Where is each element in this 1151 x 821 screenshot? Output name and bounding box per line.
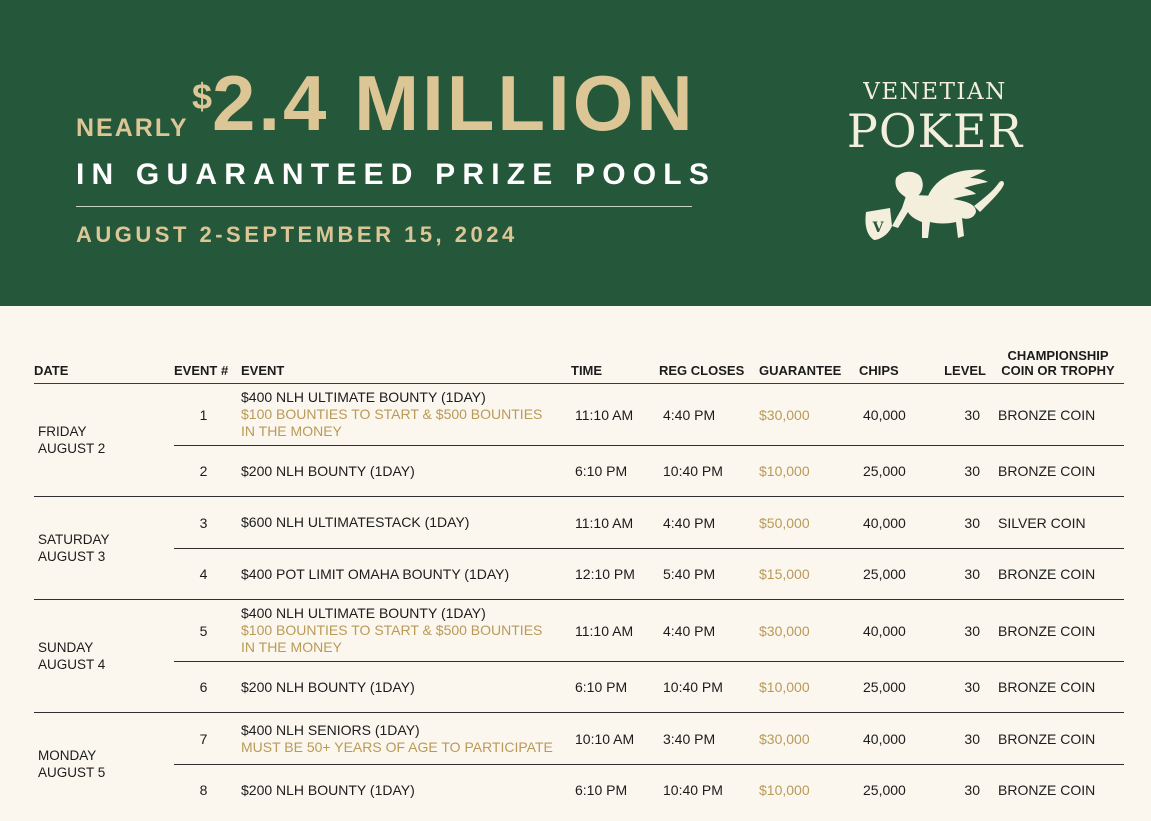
- event-number: 6: [174, 662, 241, 713]
- event-guarantee: $10,000: [759, 446, 859, 497]
- event-guarantee: $30,000: [759, 384, 859, 446]
- header-level: LEVEL: [937, 348, 992, 384]
- event-level: 30: [937, 549, 992, 600]
- event-time: 6:10 PM: [571, 662, 659, 713]
- event-coin: BRONZE COIN: [992, 446, 1124, 497]
- event-time: 11:10 AM: [571, 384, 659, 446]
- event-coin: BRONZE COIN: [992, 662, 1124, 713]
- event-chips: 25,000: [859, 446, 937, 497]
- day-date: AUGUST 2: [38, 441, 106, 456]
- event-chips: 40,000: [859, 600, 937, 662]
- tournament-schedule-table: [34, 348, 1124, 816]
- event-level: 30: [937, 384, 992, 446]
- event-chips: 25,000: [863, 782, 906, 799]
- event-guarantee: $10,000: [759, 662, 859, 713]
- day-name: SATURDAY: [38, 532, 110, 547]
- event-reg-closes: 5:40 PM: [659, 549, 759, 600]
- event-time: 10:10 AM: [571, 713, 659, 765]
- event-time: 12:10 PM: [571, 549, 659, 600]
- day-cell: [34, 384, 174, 497]
- event-level: 30: [937, 662, 992, 713]
- event-coin: SILVER COIN: [992, 497, 1124, 549]
- event-note: IN THE MONEY: [241, 639, 342, 655]
- header-coin-line1: CHAMPIONSHIP: [1007, 348, 1109, 363]
- event-guarantee: $50,000: [759, 497, 859, 549]
- logo-shield-initial: V: [872, 220, 884, 236]
- event-guarantee: $10,000: [759, 782, 810, 799]
- event-number: 3: [174, 497, 241, 549]
- event-note: $100 BOUNTIES TO START & $500 BOUNTIES: [241, 622, 543, 638]
- header-reg-closes: REG CLOSES: [659, 348, 759, 384]
- event-time: 6:10 PM: [575, 782, 628, 799]
- event-coin: BRONZE COIN: [998, 782, 1096, 799]
- event-guarantee: $30,000: [759, 600, 859, 662]
- event-name-cell: [241, 713, 571, 765]
- event-number: 7: [174, 713, 241, 765]
- venetian-poker-logo: [830, 78, 1040, 248]
- table-row: [34, 497, 1124, 549]
- event-chips: 25,000: [859, 662, 937, 713]
- header-event-num: EVENT #: [174, 348, 241, 384]
- logo-main-text: POKER: [846, 104, 1024, 158]
- hero-subtitle: IN GUARANTEED PRIZE POOLS: [76, 158, 717, 191]
- event-name-cell: [241, 384, 571, 446]
- table-row: [34, 662, 1124, 713]
- event-reg-closes: 4:40 PM: [659, 600, 759, 662]
- event-reg-closes: 4:40 PM: [659, 384, 759, 446]
- header-chips: CHIPS: [859, 348, 937, 384]
- event-coin: BRONZE COIN: [992, 384, 1124, 446]
- hero-prefix: NEARLY: [76, 114, 189, 142]
- event-coin: BRONZE COIN: [992, 713, 1124, 765]
- event-name: $400 NLH SENIORS (1DAY): [241, 721, 420, 738]
- event-chips: 40,000: [859, 384, 937, 446]
- event-level: 30: [937, 600, 992, 662]
- event-name: $600 NLH ULTIMATESTACK (1DAY): [241, 497, 571, 549]
- event-time: 6:10 PM: [571, 446, 659, 497]
- table-row: [34, 765, 1124, 816]
- winged-lion-icon: [858, 166, 1008, 242]
- event-reg-closes: 4:40 PM: [659, 497, 759, 549]
- event-time: 11:10 AM: [571, 497, 659, 549]
- table-row: [34, 384, 1124, 446]
- event-reg-closes: 10:40 PM: [663, 782, 723, 799]
- event-level: 30: [937, 446, 992, 497]
- event-note: MUST BE 50+ YEARS OF AGE TO PARTICIPATE: [241, 738, 553, 755]
- event-chips: 40,000: [859, 497, 937, 549]
- day-cell: [34, 713, 174, 816]
- header-coin: [992, 348, 1124, 384]
- event-name: $200 NLH BOUNTY (1DAY): [241, 781, 415, 798]
- day-cell: [34, 497, 174, 600]
- event-note: $100 BOUNTIES TO START & $500 BOUNTIES: [241, 406, 543, 422]
- hero-amount: 2.4 MILLION: [212, 59, 696, 147]
- header-guarantee: GUARANTEE: [759, 348, 859, 384]
- table-row: [34, 446, 1124, 497]
- event-name-cell: [241, 600, 571, 662]
- event-level: 30: [964, 782, 980, 799]
- event-name: $200 NLH BOUNTY (1DAY): [241, 446, 571, 497]
- event-name: $400 NLH ULTIMATE BOUNTY (1DAY): [241, 389, 486, 405]
- event-number: 2: [174, 446, 241, 497]
- day-date: AUGUST 3: [38, 549, 106, 564]
- hero-banner: [0, 0, 1151, 306]
- event-coin: BRONZE COIN: [992, 600, 1124, 662]
- header-date: DATE: [34, 348, 174, 384]
- day-date: AUGUST 5: [38, 765, 106, 781]
- hero-divider: [76, 206, 692, 207]
- day-name: MONDAY: [38, 748, 97, 764]
- event-level: 30: [937, 713, 992, 765]
- event-name: $400 NLH ULTIMATE BOUNTY (1DAY): [241, 605, 486, 621]
- event-name: $200 NLH BOUNTY (1DAY): [241, 662, 571, 713]
- event-name: $400 POT LIMIT OMAHA BOUNTY (1DAY): [241, 549, 571, 600]
- event-number: 8: [199, 782, 208, 799]
- event-level: 30: [937, 497, 992, 549]
- event-reg-closes: 3:40 PM: [659, 713, 759, 765]
- event-note: IN THE MONEY: [241, 423, 342, 439]
- event-number: 1: [174, 384, 241, 446]
- event-number: 5: [174, 600, 241, 662]
- event-reg-closes: 10:40 PM: [659, 662, 759, 713]
- logo-top-text: VENETIAN: [863, 79, 1007, 105]
- table-row: [34, 713, 1124, 765]
- hero-dates: AUGUST 2-SEPTEMBER 15, 2024: [76, 222, 518, 247]
- header-event: EVENT: [241, 348, 571, 384]
- event-guarantee: $15,000: [759, 549, 859, 600]
- day-name: FRIDAY: [38, 424, 87, 439]
- header-time: TIME: [571, 348, 659, 384]
- event-reg-closes: 10:40 PM: [659, 446, 759, 497]
- day-date: AUGUST 4: [38, 657, 106, 672]
- event-coin: BRONZE COIN: [992, 549, 1124, 600]
- table-header-row: [34, 348, 1124, 384]
- day-name: SUNDAY: [38, 640, 94, 655]
- event-time: 11:10 AM: [571, 600, 659, 662]
- event-chips: 25,000: [859, 549, 937, 600]
- hero-currency: $: [192, 76, 213, 117]
- event-guarantee: $30,000: [759, 713, 859, 765]
- header-coin-line2: COIN OR TROPHY: [1001, 363, 1115, 378]
- event-chips: 40,000: [859, 713, 937, 765]
- table-row: [34, 600, 1124, 662]
- day-cell: [34, 600, 174, 713]
- event-number: 4: [174, 549, 241, 600]
- table-row: [34, 549, 1124, 600]
